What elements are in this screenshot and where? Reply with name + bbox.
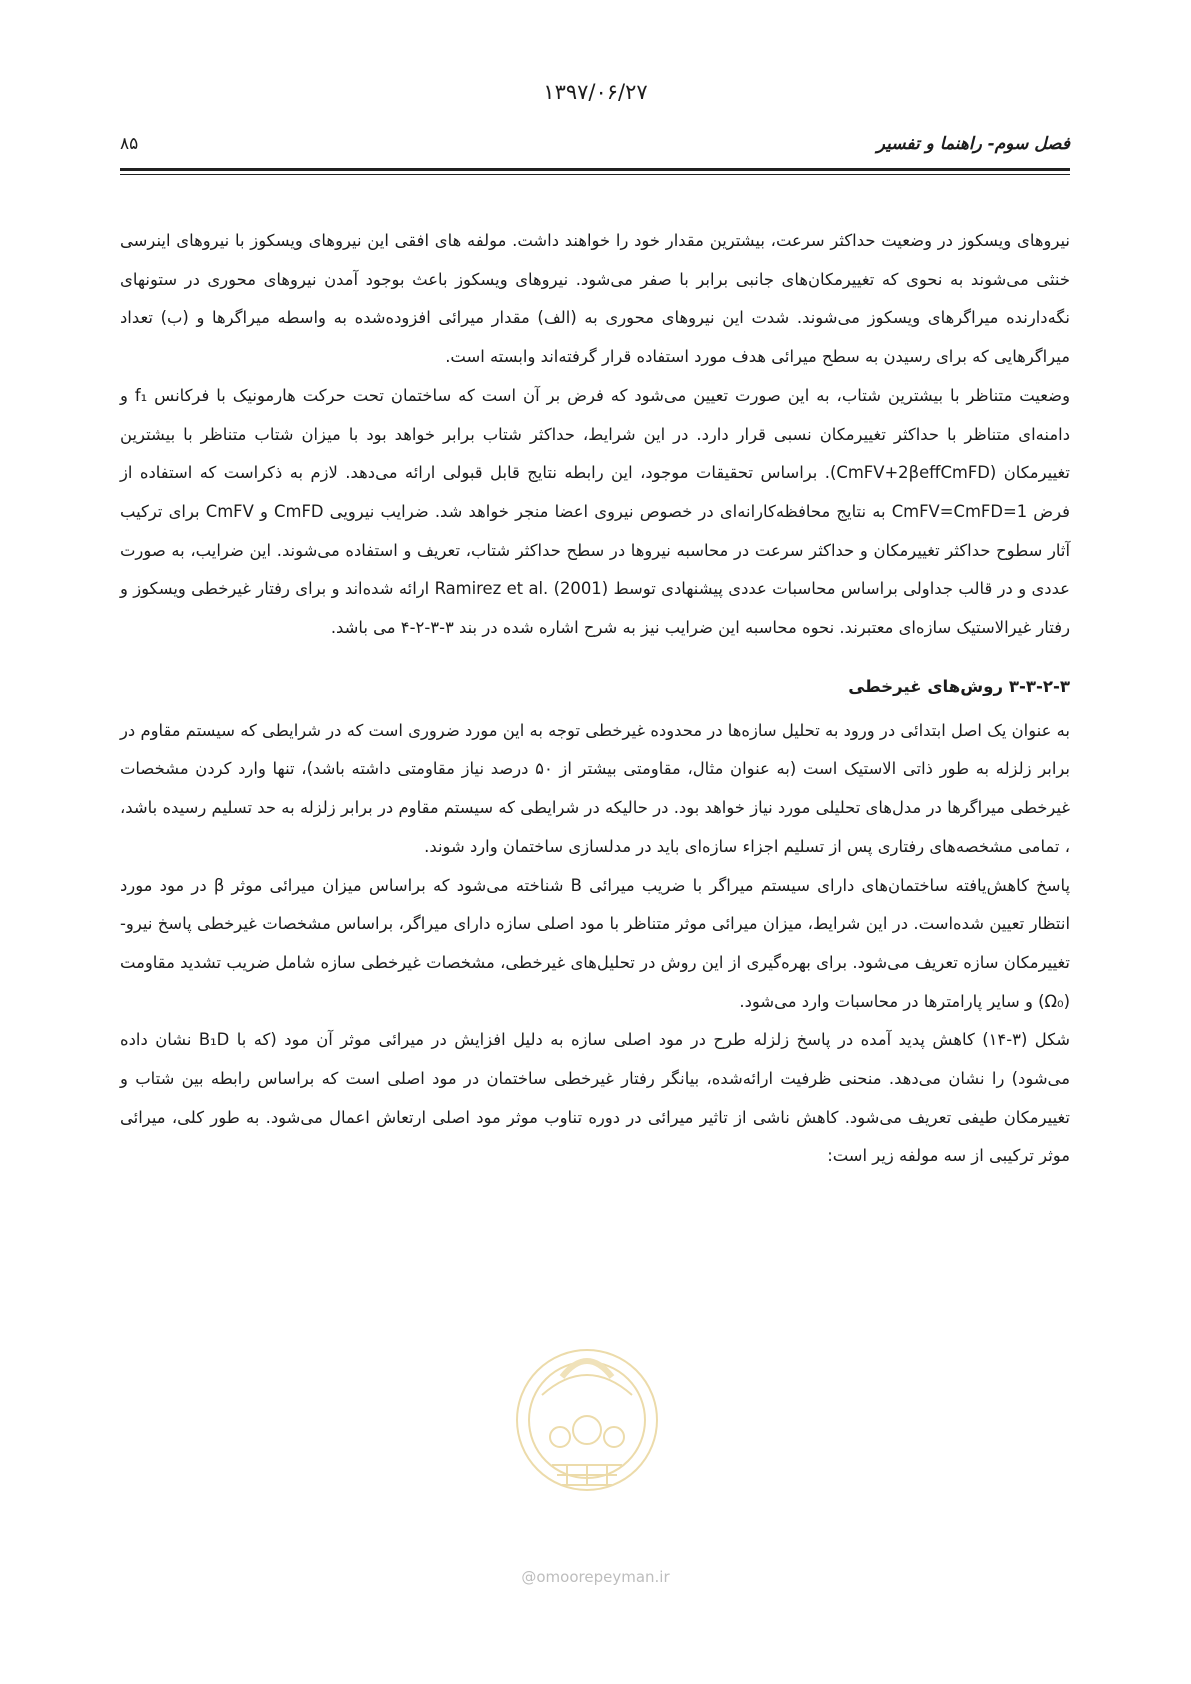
body-paragraph: پاسخ کاهش‌یافته ساختمان‌های دارای سیستم میراگر با ضریب میرائی B شناخته می‌شود که براساس میزان میرائی موثر β در مود مورد انتظار تعیین شده‌است. در این شرایط، میزان میرائی موثر متناظر با مود اصلی سازه دارای میراگر، براساس مشخصات غیرخطی پاسخ نیرو-تغییرمکان سازه تعریف می‌شود. برای بهره‌گیری از این روش در تحلیل‌های غیرخطی، مشخصات غیرخطی سازه شامل ضریب تشدید مقاومت (Ω₀) و سایر پارامترها در محاسبات وارد می‌شود.: [120, 875, 1071, 1011]
document-date: ۱۳۹۷/۰۶/۲۷: [543, 80, 648, 104]
running-header: [120, 130, 1070, 162]
page-number: ۸۵: [120, 134, 139, 154]
body-paragraph: نیروهای ویسکوز در وضعیت حداکثر سرعت، بیشترین مقدار خود را خواهند داشت. مولفه های افقی این نیروهای ویسکوز با نیروهای اینرسی خنثی می‌شوند به نحوی که تغییرمکان‌های جانبی برابر با صفر می‌شود. نیروهای ویسکوز باعث بوجود آمدن نیروهای محوری در ستونهای نگه‌دارنده میراگرهای ویسکوز می‌شوند. شدت این نیروهای محوری به (الف) مقدار میرائی افزوده‌شده به واسطه میراگرها و (ب) تعداد میراگرهایی که برای رسیدن به سطح میرائی هدف مورد استفاده قرار گرفته‌اند وابسته است.: [120, 231, 1070, 367]
page-body: [120, 222, 1070, 1176]
site-watermark: @omoorepeyman.ir: [521, 1568, 670, 1586]
chapter-title: فصل سوم- راهنما و تفسیر: [876, 134, 1070, 154]
header-rule-thin: [120, 174, 1070, 175]
body-paragraph: شکل (۳-۱۴) کاهش پدید آمده در پاسخ زلزله طرح در مود اصلی سازه به دلیل افزایش در میرائی موثر آن مود (که با B₁D نشان داده می‌شود) را نشان می‌دهد. منحنی ظرفیت ارائه‌شده، بیانگر رفتار غیرخطی ساختمان در مود اصلی است که براساس رابطه بین شتاب و تغییرمکان طیفی تعریف می‌شود. کاهش ناشی از تاثیر میرائی در دوره تناوب موثر مود اصلی ارتعاش اعمال می‌شود. به طور کلی، میرائی موثر ترکیبی از سه مولفه زیر است:: [120, 1030, 1070, 1166]
body-paragraph: به عنوان یک اصل ابتدائی در ورود به تحلیل سازه‌ها در محدوده غیرخطی توجه به این مورد ضروری است که در شرایطی که سیستم مقاوم در برابر زلزله به طور ذاتی الاستیک است (به عنوان مثال، مقاومتی بیشتر از ۵۰ درصد نیاز مقاومتی داشته باشد)، تنها وارد کردن مشخصات غیرخطی میراگرها در مدل‌های تحلیلی مورد نیاز خواهد بود. در حالیکه در شرایطی که سیستم مقاوم در برابر زلزله به حد تسلیم رسیده باشد، ، تمامی مشخصه‌های رفتاری پس از تسلیم اجزاء سازه‌ای باید در مدلسازی ساختمان وارد شوند.: [120, 720, 1070, 856]
section-heading: ۳-۳-۲-۳ روش‌های غیرخطی: [848, 676, 1070, 696]
publisher-seal-watermark: [502, 1325, 672, 1505]
body-paragraph: وضعیت متناظر با بیشترین شتاب، به این صورت تعیین می‌شود که فرض بر آن است که ساختمان تحت حرکت هارمونیک با فرکانس f₁ و دامنه‌ای متناظر با حداکثر تغییرمکان نسبی قرار دارد. در این شرایط، حداکثر شتاب برابر خواهد بود با میزان شتاب متناظر با بیشترین تغییرمکان (C‌mFV+2β‌effC‌mFD). براساس تحقیقات موجود، این رابطه نتایج قابل قبولی ارائه می‌دهد. لازم به ذکراست که استفاده از فرض C‌mFV=C‌mFD=1 به نتایج محافظه‌کارانه‌ای در خصوص نیروی اعضا منجر خواهد شد. ضرایب نیرویی C‌mFD و C‌mFV برای ترکیب آثار سطوح حداکثر تغییرمکان و حداکثر سرعت در محاسبه نیروها در سطح حداکثر شتاب، تعریف و استفاده می‌شوند. این ضرایب، به صورت عددی و در قالب جداولی براساس محاسبات عددی پیشنهادی توسط Ramirez et al. (2001) ارائه شده‌اند و برای رفتار غیرخطی ویسکوز و رفتار غیرالاستیک سازه‌ای معتبرند. نحوه محاسبه این ضرایب نیز به شرح اشاره شده در بند ۳-۳-۲-۴ می باشد.: [120, 385, 1070, 638]
header-rule-thick: [120, 168, 1070, 171]
